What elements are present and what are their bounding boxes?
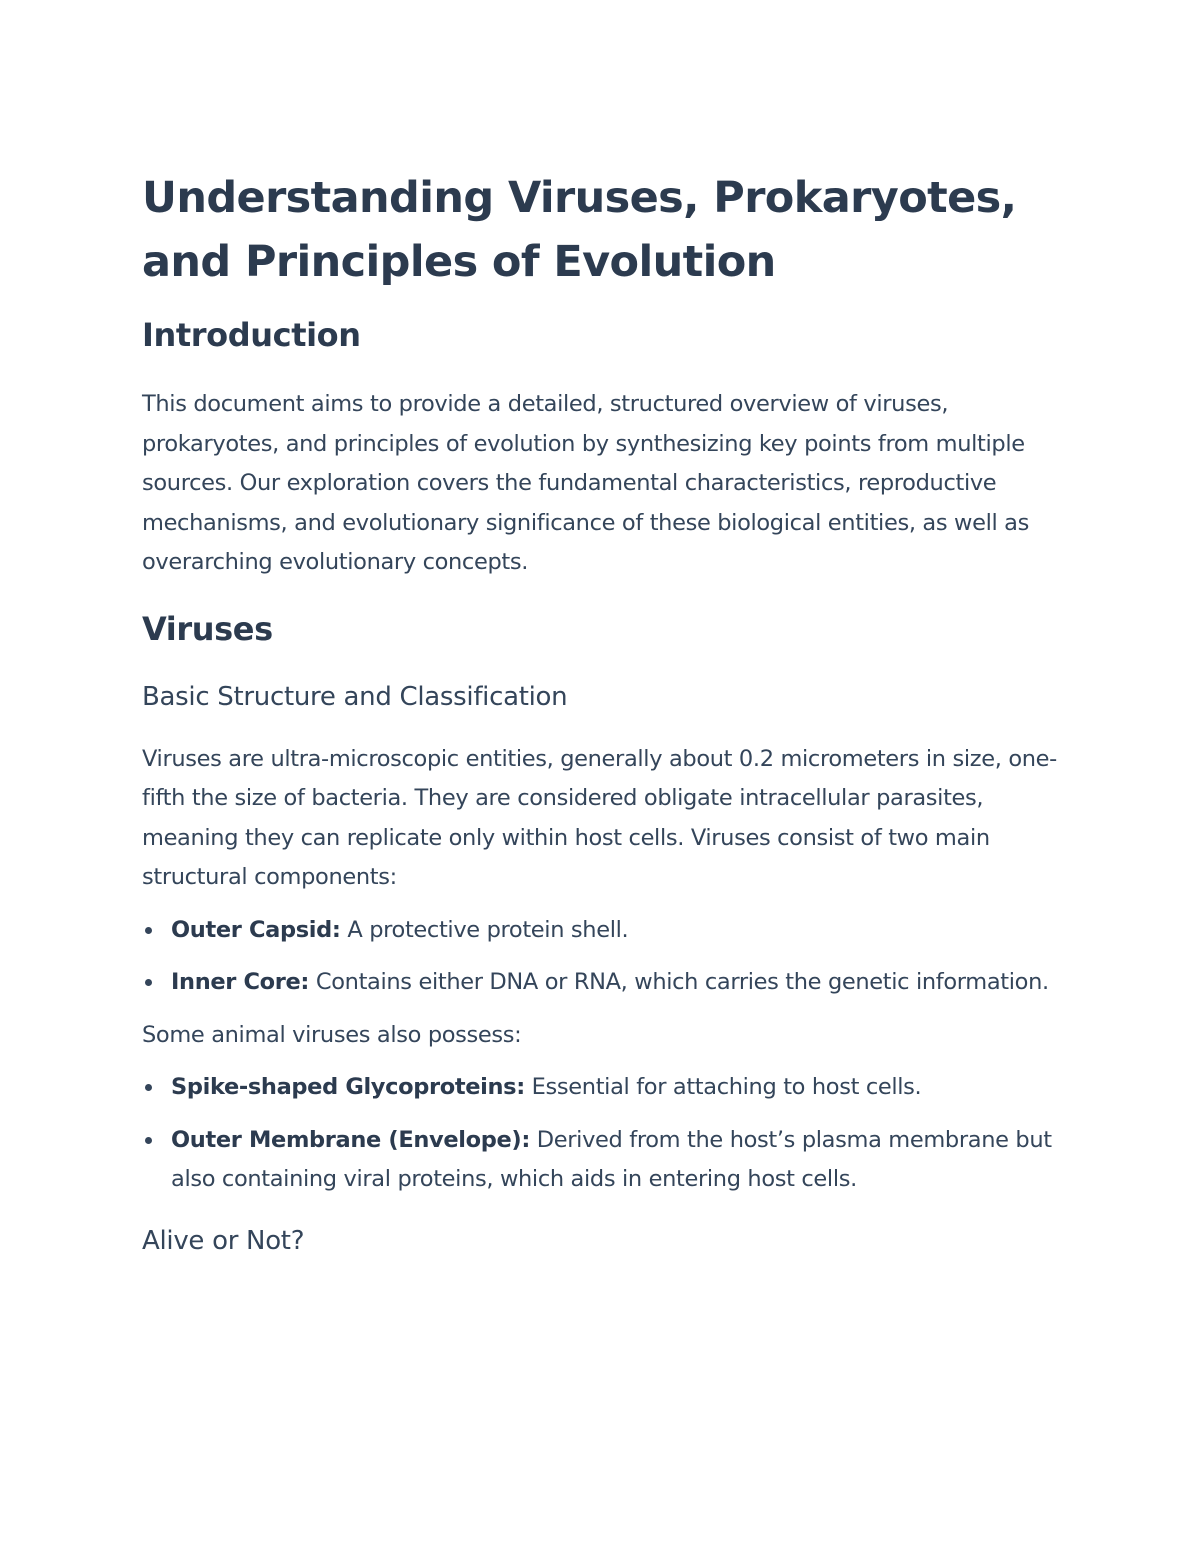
basic-structure-paragraph: Viruses are ultra-microscopic entities, generally about 0.2 micrometers in size, one-fifth the size of bacteria. They are considered obligate intracellular parasites, meaning they can replicate only within host cells. Viruses consist of two main structural components: [142,745,1057,890]
alive-or-not-heading: Alive or Not? [142,1225,305,1256]
bullet-icon [145,979,152,986]
bullet-icon [145,1137,152,1144]
bullet-icon [145,927,152,934]
introduction-paragraph: This document aims to provide a detailed, structured overview of viruses, prokaryotes, and principles of evolution by synthesizing key points from multiple sources. Our exploration covers the fundamental characteristics, reproductive mechanisms, and evolutionary significance of these biological entities, as well as overarching evolutionary concepts. [142,391,1029,575]
list-item [142,963,1062,1003]
list-item-text: Contains either DNA or RNA, which carries the genetic information. [309,969,1049,995]
list-item-term: Outer Membrane (Envelope): [171,1126,530,1153]
list-item-term: Spike-shaped Glycoproteins: [171,1074,525,1100]
list-item [142,911,1062,951]
list-item-text: A protective protein shell. [340,916,629,943]
introduction-heading: Introduction [142,316,361,354]
viruses-heading: Viruses [142,609,273,648]
list-item-term: Outer Capsid: [171,916,341,943]
structural-components-list [142,911,1062,1003]
list-item [142,1121,1062,1200]
basic-structure-heading: Basic Structure and Classification [142,681,568,712]
animal-viruses-paragraph: Some animal viruses also possess: [142,1021,522,1048]
list-item-term: Inner Core: [171,969,310,995]
document-page [142,166,1062,1258]
list-item [142,1068,1062,1108]
list-item-text: Essential for attaching to host cells. [524,1074,922,1100]
animal-virus-features-list [142,1068,1062,1200]
document-title: Understanding Viruses, Prokaryotes, and Principles of Evolution [142,173,1017,287]
bullet-icon [145,1084,152,1091]
list-item-text: Derived from the host’s plasma membrane but also containing viral proteins, which aids in entering host cells. [171,1126,1052,1192]
